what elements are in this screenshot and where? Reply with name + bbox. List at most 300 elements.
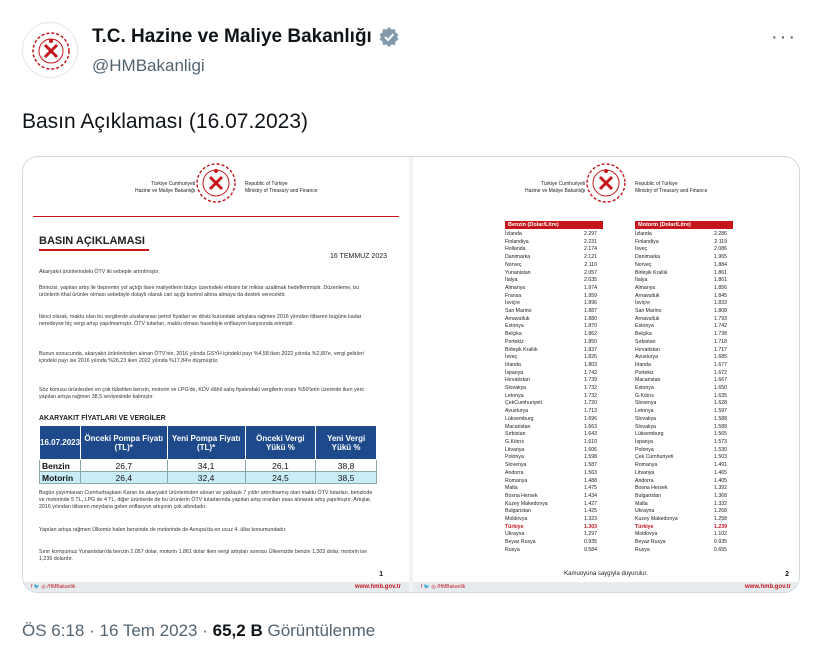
list-item bbox=[635, 231, 727, 239]
country-name: İspanya bbox=[635, 438, 654, 445]
list-item bbox=[635, 370, 727, 378]
country-name: Litvanya bbox=[505, 446, 525, 453]
price-value: 1.332 bbox=[714, 500, 727, 507]
price-value: 1.717 bbox=[714, 346, 727, 353]
price-value: 1.739 bbox=[584, 377, 597, 384]
country-name: Estonya bbox=[505, 323, 524, 330]
list-item bbox=[635, 447, 727, 455]
country-name: Bosna Hersek bbox=[505, 492, 538, 499]
country-name: Romanya bbox=[505, 477, 528, 484]
price-value: 1.880 bbox=[584, 315, 597, 322]
price-value: 1.742 bbox=[584, 369, 597, 376]
account-handle[interactable]: @HMBakanligi bbox=[92, 56, 205, 75]
price-value: 1.672 bbox=[714, 369, 727, 376]
website-link: www.hmb.gov.tr bbox=[745, 584, 791, 590]
price-value: 2.286 bbox=[714, 231, 727, 237]
country-name: Belçika bbox=[635, 331, 652, 338]
closing-text: Kamuoyuna saygıyla duyurulur. bbox=[564, 571, 648, 577]
list-item bbox=[505, 331, 597, 339]
list-item bbox=[505, 431, 597, 439]
country-name: Beyaz Rusya bbox=[505, 539, 536, 546]
list-item bbox=[505, 308, 597, 316]
list-item bbox=[635, 323, 727, 331]
list-item bbox=[505, 262, 597, 270]
price-value: 1.850 bbox=[584, 338, 597, 345]
country-name: Ukrayna bbox=[505, 531, 525, 538]
list-item bbox=[505, 447, 597, 455]
price-value: 2.174 bbox=[584, 246, 597, 253]
list-item bbox=[635, 470, 727, 478]
country-name: Malta bbox=[635, 500, 648, 507]
country-name: Romanya bbox=[635, 462, 658, 469]
list-item bbox=[505, 316, 597, 324]
table-header: Yeni Pompa Fiyatı (TL)* bbox=[167, 426, 245, 460]
list-item bbox=[635, 508, 727, 516]
price-value: 1.588 bbox=[714, 423, 727, 430]
price-value: 1.845 bbox=[714, 292, 727, 299]
country-name: Finlandiya bbox=[505, 238, 529, 245]
country-name: İsviçre bbox=[635, 300, 650, 307]
page-footer bbox=[23, 582, 409, 593]
country-name: Kuzey Makedonya bbox=[635, 516, 678, 523]
country-name: İspanya bbox=[505, 369, 524, 376]
list-item bbox=[505, 454, 597, 462]
country-name: Macaristan bbox=[505, 423, 531, 430]
document-date: 16 TEMMUZ 2023 bbox=[329, 253, 387, 260]
price-value: 1.606 bbox=[584, 446, 597, 453]
price-value: 1.588 bbox=[714, 415, 727, 422]
price-value: 1.323 bbox=[584, 516, 597, 523]
price-value: 1.268 bbox=[714, 508, 727, 515]
list-item bbox=[635, 462, 727, 470]
list-item bbox=[505, 531, 597, 539]
country-name: Kuzey Makedonya bbox=[505, 500, 548, 507]
country-name: İtalya bbox=[505, 277, 518, 284]
account-name[interactable]: T.C. Hazine ve Maliye Bakanlığı bbox=[92, 26, 372, 47]
account-avatar[interactable] bbox=[22, 22, 78, 78]
list-item bbox=[505, 277, 597, 285]
price-value: 1.720 bbox=[584, 400, 597, 407]
country-name: Rusya bbox=[635, 546, 650, 553]
list-item bbox=[505, 300, 597, 308]
list-item bbox=[505, 354, 597, 362]
price-value: 1.491 bbox=[714, 462, 727, 469]
table-cell: 26,7 bbox=[81, 460, 167, 472]
country-name: Litvanya bbox=[635, 469, 655, 476]
price-value: 1.573 bbox=[714, 438, 727, 445]
paragraph: Bunun sonucunda, akaryakıt ürünlerinden alınan ÖTV'nin, 2016 yılında GSYH içindeki payı %4,58 iken 2022 yılında %2,80'e, vergi gelirleri içindeki payı ise 2016 yılında %26,23 iken 2022 yılında %17,84'e düşmüştür. bbox=[39, 351, 364, 364]
list-item bbox=[505, 323, 597, 331]
list-item bbox=[505, 385, 597, 393]
separator: · bbox=[202, 621, 208, 640]
price-value: 1.685 bbox=[714, 354, 727, 361]
price-value: 1.793 bbox=[714, 315, 727, 322]
country-name: Norveç bbox=[635, 261, 652, 268]
price-value: 1.713 bbox=[584, 408, 597, 415]
country-name: Bulgaristan bbox=[505, 508, 531, 515]
country-name: Estonya bbox=[635, 323, 654, 330]
country-name: Arnavutluk bbox=[635, 315, 660, 322]
country-name: San Marino bbox=[635, 308, 662, 315]
price-value: 2.057 bbox=[584, 269, 597, 276]
price-value: 2.035 bbox=[584, 277, 597, 284]
price-value: 0.935 bbox=[584, 539, 597, 546]
price-value: 1.368 bbox=[714, 492, 727, 499]
price-value: 1.465 bbox=[714, 469, 727, 476]
price-value: 1.425 bbox=[584, 508, 597, 515]
more-options-icon[interactable]: ··· bbox=[771, 26, 797, 48]
price-value: 1.297 bbox=[584, 531, 597, 538]
list-item bbox=[505, 501, 597, 509]
country-name: Moldovya bbox=[505, 516, 528, 523]
price-value: 1.427 bbox=[584, 500, 597, 507]
country-name: Arnavutluk bbox=[635, 292, 660, 299]
table-row bbox=[40, 460, 377, 472]
list-item bbox=[505, 408, 597, 416]
country-name: Portekiz bbox=[505, 338, 524, 345]
country-name: Bosna Hersek bbox=[635, 485, 668, 492]
country-name: Andorra bbox=[635, 477, 654, 484]
list-item bbox=[505, 478, 597, 486]
list-item bbox=[635, 531, 727, 539]
country-name: ÇekCumhuriyeti bbox=[505, 400, 542, 407]
page-footer bbox=[413, 582, 799, 593]
list-item bbox=[505, 508, 597, 516]
country-name: Avusturya bbox=[505, 408, 528, 415]
document-page-2[interactable] bbox=[413, 157, 799, 593]
list-item bbox=[505, 377, 597, 385]
price-value: 1.650 bbox=[714, 385, 727, 392]
list-item bbox=[505, 539, 597, 547]
price-value: 1.405 bbox=[714, 477, 727, 484]
table-header: Önceki Pompa Fiyatı (TL)* bbox=[81, 426, 167, 460]
list-item bbox=[635, 285, 727, 293]
country-name: Beyaz Rusya bbox=[635, 539, 666, 546]
country-name: Macaristan bbox=[635, 377, 661, 384]
price-value: 1.696 bbox=[584, 415, 597, 422]
paragraph: Sınır komşumuz Yunanistan'da benzin 2.057 dolar, motorin 1.861 dolar iken vergi artışları sonrası Ülkemizde benzin 1,303 dolar, motorin ise 1,239 dolardır. bbox=[39, 549, 368, 562]
country-name: İtalya bbox=[635, 277, 648, 284]
verified-badge-icon bbox=[378, 26, 400, 48]
price-value: 1.565 bbox=[714, 431, 727, 438]
list-item bbox=[505, 231, 597, 239]
table-cell: 32,4 bbox=[167, 472, 245, 484]
country-name: Sırbistan bbox=[505, 431, 526, 438]
country-name: Slovakya bbox=[635, 423, 657, 430]
price-value: 1.738 bbox=[714, 331, 727, 338]
table-cell: 26,1 bbox=[245, 460, 315, 472]
price-value: 1.677 bbox=[714, 361, 727, 368]
list-item bbox=[635, 439, 727, 447]
table-header: Önceki Vergi Yükü % bbox=[245, 426, 315, 460]
table-row bbox=[40, 472, 377, 484]
price-value: 1.475 bbox=[584, 485, 597, 492]
country-name: Fransa bbox=[505, 292, 522, 299]
price-value: 1.635 bbox=[714, 392, 727, 399]
ministry-name-en: Republic of Türkiye Ministry of Treasury and Finance bbox=[635, 181, 708, 194]
paragraph: Akaryakıt ürünlerindeki ÖTV iki sebeple artırılmıştır. bbox=[39, 269, 160, 275]
ministry-name-tr: Türkiye Cumhuriyeti Hazine ve Maliye Bakanlığı bbox=[135, 181, 196, 194]
price-value: 1.803 bbox=[584, 361, 597, 368]
benzin-price-list bbox=[505, 231, 597, 555]
list-item bbox=[505, 470, 597, 478]
list-item bbox=[635, 539, 727, 547]
tweet-text: Basın Açıklaması (16.07.2023) bbox=[22, 110, 308, 133]
list-item bbox=[635, 246, 727, 254]
price-value: 1.488 bbox=[584, 477, 597, 484]
table-cell: 24,5 bbox=[245, 472, 315, 484]
country-name: Hırvatistan bbox=[635, 346, 660, 353]
tweet-time[interactable]: ÖS 6:18 bbox=[22, 621, 85, 640]
paragraph: Söz konusu ürünlerden en çok tüketilen benzin, motorin ve LPG'de, KDV dâhil satış fiyatındaki vergilerin oranı %50'lerin üzerinde iken yeni yapılan artışa rağmen 38,5 seviyesinde kalmıştır. bbox=[39, 387, 364, 400]
fuel-price-table bbox=[39, 425, 377, 484]
price-value: 1.258 bbox=[714, 516, 727, 523]
price-value: 1.503 bbox=[714, 454, 727, 461]
list-item bbox=[635, 400, 727, 408]
price-value: 0.584 bbox=[584, 546, 597, 553]
price-value: 1.643 bbox=[584, 431, 597, 438]
price-value: 1.530 bbox=[714, 446, 727, 453]
price-value: 1.861 bbox=[714, 269, 727, 276]
list-item bbox=[635, 424, 727, 432]
list-item bbox=[635, 493, 727, 501]
website-link: www.hmb.gov.tr bbox=[355, 584, 401, 590]
paragraph: İkinci olarak, maktu olan bu vergilerde uluslararası petrol fiyatları ve döviz kurundaki artışlara rağmen 2016 yılından itibaren bugüne kadar neredeyse hiç vergi artışı yapılmamıştır. ÖTV tutarları, maktu olması hasebiyle enflasyon karşısında erimiştir. bbox=[39, 314, 362, 327]
views-label: Görüntülenme bbox=[267, 621, 376, 640]
ministry-name-en: Republic of Türkiye Ministry of Treasury and Finance bbox=[245, 181, 318, 194]
header-divider bbox=[33, 216, 399, 217]
country-name: Birleşik Krallık bbox=[635, 269, 668, 276]
price-value: 2.110 bbox=[584, 261, 597, 268]
price-value: 1.856 bbox=[714, 284, 727, 291]
table-cell: 26,4 bbox=[81, 472, 167, 484]
list-item bbox=[505, 239, 597, 247]
country-name: Lüksemburg bbox=[505, 415, 534, 422]
ministry-logo-icon bbox=[188, 161, 244, 207]
price-value: 1.239 bbox=[714, 523, 727, 530]
price-value: 1.718 bbox=[714, 338, 727, 345]
country-name: G.Kıbrıs bbox=[505, 438, 525, 445]
views-count: 65,2 B bbox=[212, 621, 263, 640]
list-item bbox=[505, 339, 597, 347]
price-value: 1.862 bbox=[584, 331, 597, 338]
list-item bbox=[635, 239, 727, 247]
list-item bbox=[635, 300, 727, 308]
list-item bbox=[635, 416, 727, 424]
list-item bbox=[635, 331, 727, 339]
country-name: Sırbistan bbox=[635, 338, 656, 345]
price-value: 1.896 bbox=[584, 300, 597, 307]
price-value: 1.808 bbox=[714, 308, 727, 315]
price-value: 1.434 bbox=[584, 492, 597, 499]
price-value: 1.610 bbox=[584, 438, 597, 445]
list-item bbox=[635, 431, 727, 439]
price-value: 1.663 bbox=[584, 423, 597, 430]
list-item bbox=[505, 285, 597, 293]
country-name: Finlandiya bbox=[635, 238, 659, 245]
document-title: BASIN AÇIKLAMASI bbox=[39, 235, 145, 247]
list-item bbox=[635, 362, 727, 370]
list-item bbox=[635, 270, 727, 278]
price-value: 1.597 bbox=[714, 408, 727, 415]
list-item bbox=[505, 547, 597, 555]
price-value: 1.102 bbox=[714, 531, 727, 538]
price-value: 2.086 bbox=[714, 246, 727, 253]
paragraph: Bugün yayımlanan Cumhurbaşkanı Kararı ile akaryakıt ürünlerinden alınan ve yaklaşık 7 yıldır artırılmamış olan maktu ÖTV tutarları, benzinde ve motorinde 5 TL, LPG de 4 TL, diğer ürünlerde de bu ürünlerin ÖTV tutarlarında yapılan artış oranları esas alınarak artış yapılmıştır. Artışlar, 2016 yılından itibaren meydana gelen enflasyon artışının çok altındadır. bbox=[39, 490, 373, 510]
price-value: 1.826 bbox=[584, 354, 597, 361]
list-item bbox=[635, 516, 727, 524]
country-name: Malta bbox=[505, 485, 518, 492]
price-value: 1.587 bbox=[584, 462, 597, 469]
price-value: 1.732 bbox=[584, 385, 597, 392]
price-value: 1.667 bbox=[714, 377, 727, 384]
country-name: Birleşik Krallık bbox=[505, 346, 538, 353]
list-item bbox=[635, 308, 727, 316]
list-item bbox=[505, 362, 597, 370]
list-item bbox=[505, 254, 597, 262]
price-value: 1.732 bbox=[584, 392, 597, 399]
price-value: 1.303 bbox=[584, 523, 597, 530]
list-item bbox=[635, 454, 727, 462]
list-item bbox=[635, 377, 727, 385]
table-cell: 38,8 bbox=[316, 460, 377, 472]
price-value: 2.119 bbox=[714, 238, 727, 245]
country-name: Norveç bbox=[505, 261, 522, 268]
table-cell: Motorin bbox=[40, 472, 81, 484]
account-name-row[interactable] bbox=[92, 26, 400, 48]
page-number: 1 bbox=[379, 571, 383, 578]
country-name: Danimarka bbox=[505, 254, 531, 261]
ministry-logo-icon bbox=[578, 161, 634, 207]
list-item bbox=[635, 485, 727, 493]
price-value: 1.833 bbox=[714, 300, 727, 307]
list-item bbox=[505, 462, 597, 470]
country-name: Moldovya bbox=[635, 531, 658, 538]
list-item bbox=[505, 246, 597, 254]
country-name: Türkiye bbox=[635, 523, 654, 530]
country-name: İrlanda bbox=[635, 361, 651, 368]
price-value: 1.965 bbox=[714, 254, 727, 261]
price-value: 2.297 bbox=[584, 231, 597, 237]
list-item bbox=[505, 516, 597, 524]
country-name: Almanya bbox=[635, 284, 656, 291]
country-name: İzlanda bbox=[505, 231, 522, 237]
country-name: Belçika bbox=[505, 331, 522, 338]
tweet-media[interactable] bbox=[22, 156, 800, 593]
country-name: Danimarka bbox=[635, 254, 661, 261]
list-item bbox=[505, 493, 597, 501]
country-name: Andorra bbox=[505, 469, 524, 476]
price-value: 1.887 bbox=[584, 308, 597, 315]
country-name: Slovakya bbox=[505, 385, 527, 392]
table-cell: Benzin bbox=[40, 460, 81, 472]
list-item bbox=[635, 501, 727, 509]
price-value: 1.861 bbox=[714, 277, 727, 284]
list-item bbox=[635, 524, 727, 532]
list-item bbox=[505, 485, 597, 493]
list-item bbox=[635, 262, 727, 270]
motorin-list-title: Motorin (Dolar/Litre) bbox=[635, 221, 733, 229]
list-item bbox=[505, 400, 597, 408]
country-name: Hollanda bbox=[505, 246, 526, 253]
table-header: Yeni Vergi Yükü % bbox=[316, 426, 377, 460]
country-name: San Marino bbox=[505, 308, 532, 315]
list-item bbox=[505, 270, 597, 278]
country-name: Türkiye bbox=[505, 523, 524, 530]
table-cell: 38,5 bbox=[316, 472, 377, 484]
country-name: Almanya bbox=[505, 284, 526, 291]
price-value: 1.884 bbox=[714, 261, 727, 268]
price-value: 2.231 bbox=[584, 238, 597, 245]
country-name: Lüksemburg bbox=[635, 431, 664, 438]
list-item bbox=[635, 478, 727, 486]
price-value: 1.598 bbox=[584, 454, 597, 461]
list-item bbox=[635, 347, 727, 355]
price-value: 2.121 bbox=[584, 254, 597, 261]
country-name: Hırvatistan bbox=[505, 377, 530, 384]
country-name: İsveç bbox=[635, 246, 648, 253]
country-name: Çek Cumhuriyeti bbox=[635, 454, 674, 461]
country-name: G.Kıbrıs bbox=[635, 392, 655, 399]
price-value: 0.935 bbox=[714, 539, 727, 546]
document-page-1[interactable] bbox=[23, 157, 409, 593]
country-name: Slovenya bbox=[505, 462, 527, 469]
list-item bbox=[635, 547, 727, 555]
country-name: Avusturya bbox=[635, 354, 658, 361]
country-name: Ukrayna bbox=[635, 508, 655, 515]
country-name: İrlanda bbox=[505, 361, 521, 368]
price-value: 1.870 bbox=[584, 323, 597, 330]
country-name: Yunanistan bbox=[505, 269, 531, 276]
list-item bbox=[505, 393, 597, 401]
price-value: 1.392 bbox=[714, 485, 727, 492]
country-name: İsveç bbox=[505, 354, 518, 361]
list-item bbox=[505, 524, 597, 532]
separator: · bbox=[89, 621, 95, 640]
ministry-name-tr: Türkiye Cumhuriyeti Hazine ve Maliye Bakanlığı bbox=[525, 181, 586, 194]
price-value: 1.742 bbox=[714, 323, 727, 330]
benzin-list-title: Benzin (Dolar/Litre) bbox=[505, 221, 603, 229]
country-name: Letonya bbox=[635, 408, 654, 415]
country-name: Polonya bbox=[505, 454, 524, 461]
tweet-date[interactable]: 16 Tem 2023 bbox=[99, 621, 198, 640]
list-item bbox=[635, 277, 727, 285]
country-name: Polonya bbox=[635, 446, 654, 453]
list-item bbox=[635, 354, 727, 362]
price-value: 1.628 bbox=[714, 400, 727, 407]
country-name: İsviçre bbox=[505, 300, 520, 307]
ministry-logo-icon bbox=[23, 23, 79, 79]
list-item bbox=[635, 339, 727, 347]
social-handles: f 🐦 ◎ /HMBakanlik bbox=[31, 584, 76, 590]
list-item bbox=[505, 416, 597, 424]
country-name: Slovenya bbox=[635, 400, 657, 407]
country-name: Estonya bbox=[635, 385, 654, 392]
price-value: 1.974 bbox=[584, 284, 597, 291]
country-name: Arnavutluk bbox=[505, 315, 530, 322]
country-name: Portekiz bbox=[635, 369, 654, 376]
list-item bbox=[505, 370, 597, 378]
page-number: 2 bbox=[785, 571, 789, 578]
list-item bbox=[635, 408, 727, 416]
list-item bbox=[635, 316, 727, 324]
list-item bbox=[505, 347, 597, 355]
country-name: Letonya bbox=[505, 392, 524, 399]
list-item bbox=[635, 254, 727, 262]
list-item bbox=[505, 424, 597, 432]
price-value: 1.959 bbox=[584, 292, 597, 299]
paragraph: Birincisi, yapılan artış ile depremin yol açtığı ilave maliyetlerin bütçe üzerindeki etkisini bir miktar azaltmak hedeflenmiştir. Düzenleme, bu ürünlerin ithal ürünler olması sebebiyle dolaylı olarak cari açığı kontrol altına almaya da destek verecektir. bbox=[39, 285, 360, 298]
